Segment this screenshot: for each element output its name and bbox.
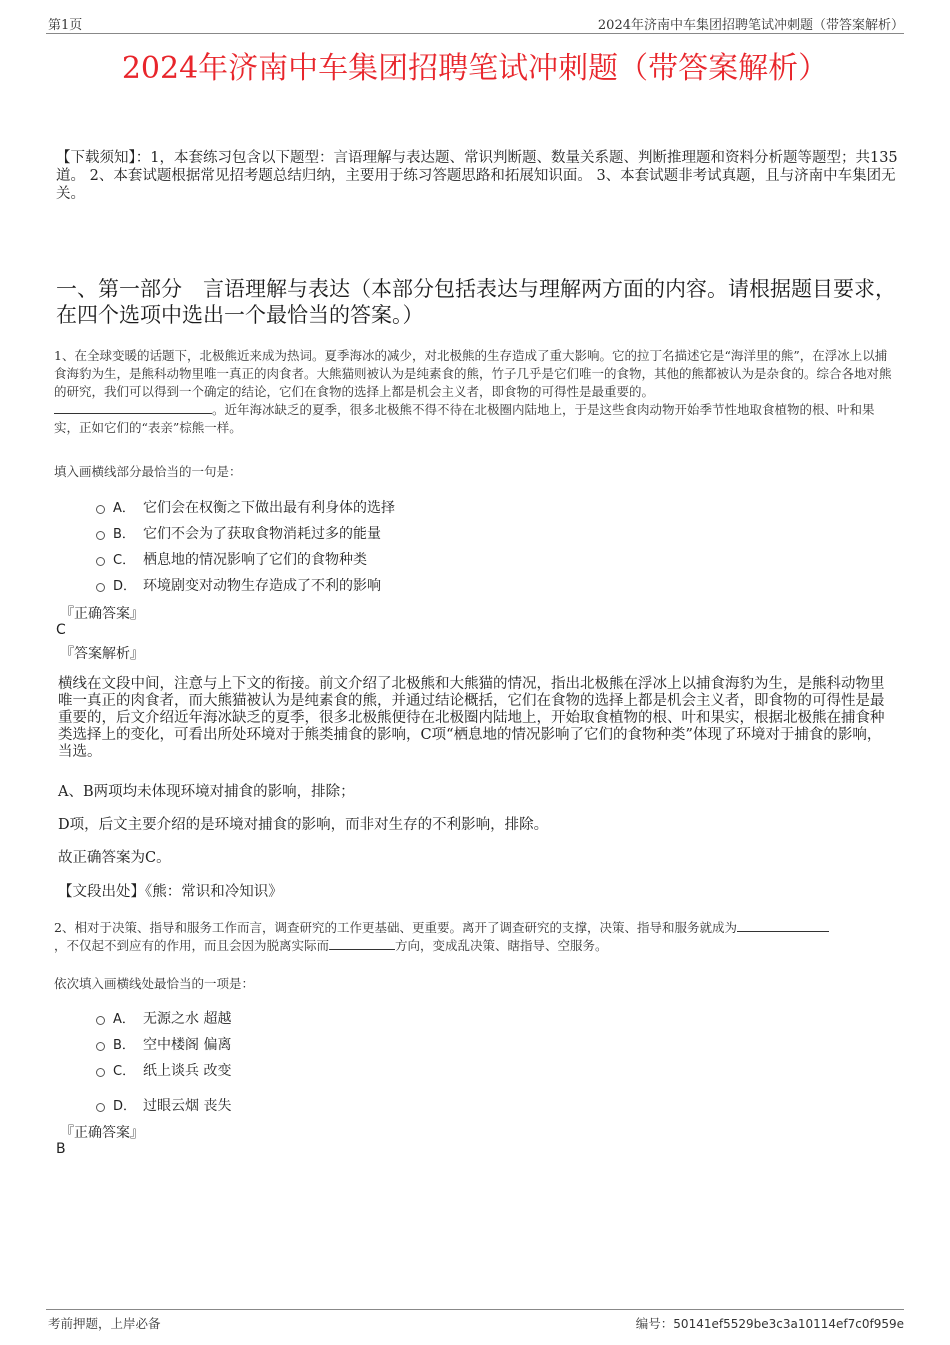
page-number: 第1页 <box>48 18 83 33</box>
footer-slogan: 考前押题，上岸必备 <box>48 1316 161 1331</box>
question-2-option-a[interactable]: A． 无源之水 超越 <box>96 1008 231 1028</box>
question-2-text: 2、相对于决策、指导和服务工作而言，调查研究的工作更基础、更重要。离开了调查研究的支撑，决策、指导和服务就成为 ，不仅起不到应有的作用，而且会因为脱离实际而 方向，变成乱决策、瞎指导、空服务。 <box>54 919 896 955</box>
header-doc-title: 2024年济南中车集团招聘笔试冲刺题（带答案解析） <box>597 18 904 33</box>
question-1-source: 【文段出处】《熊：常识和冷知识》 <box>58 884 283 900</box>
question-1-answer: C <box>56 622 66 638</box>
radio-icon[interactable] <box>96 1042 105 1051</box>
page-title: 2024年济南中车集团招聘笔试冲刺题（带答案解析） <box>121 51 829 86</box>
question-1-prompt: 填入画横线部分最恰当的一句是： <box>54 464 242 479</box>
question-2-option-c[interactable]: C． 纸上谈兵 改变 <box>96 1060 231 1080</box>
question-2-option-d[interactable]: D． 过眼云烟 丧失 <box>96 1095 231 1115</box>
question-1-analysis-paragraph: A、B两项均未体现环境对捕食的影响，排除； <box>58 784 355 800</box>
question-1-option-c[interactable]: C． 栖息地的情况影响了它们的食物种类 <box>96 549 367 569</box>
footer-code <box>636 1314 904 1332</box>
question-1-text-after: 。近年海冰缺乏的夏季，很多北极熊不得不待在北极圈内陆地上，于是这些食肉动物开始季节性地取食植物的根、叶和果实，正如它们的“表亲”棕熊一样。 <box>54 402 875 435</box>
question-1-option-a[interactable]: A． 它们会在权衡之下做出最有利身体的选择 <box>96 497 395 517</box>
question-1-option-b[interactable]: B． 它们不会为了获取食物消耗过多的能量 <box>96 523 381 543</box>
section-title: 一、第一部分 言语理解与表达（本部分包括表达与理解两方面的内容。请根据题目要求，在四个选项中选出一个最恰当的答案。） <box>56 277 896 327</box>
question-2-option-b[interactable]: B． 空中楼阁 偏离 <box>96 1034 231 1054</box>
footer-divider <box>46 1309 904 1310</box>
radio-icon[interactable] <box>96 1068 105 1077</box>
radio-icon[interactable] <box>96 531 105 540</box>
footer-code-label: 编号： <box>635 1316 674 1331</box>
download-notice: 【下载须知】：1，本套练习包含以下题型：言语理解与表达题、常识判断题、数量关系题、判断推理题和资料分析题等题型；共135道。 2、本套试题根据常见招考题总结归纳，主要用于练习答题思路和拓展知识面。 3、本套试题非考试真题，且与济南中车集团无关。 <box>56 150 898 202</box>
question-1-blank <box>54 401 212 414</box>
radio-icon[interactable] <box>96 1016 105 1025</box>
header-divider <box>46 33 904 34</box>
radio-icon[interactable] <box>96 1103 105 1112</box>
question-1-analysis-paragraph: 故正确答案为C。 <box>58 850 171 866</box>
question-1-analysis-paragraph: 横线在文段中间，注意与上下文的衔接。前文介绍了北极熊和大熊猫的情况，指出北极熊在浮冰上以捕食海豹为生，是熊科动物里唯一真正的肉食者，而大熊猫被认为是纯素食的熊，并通过结论概括，它们在食物的选择上都是机会主义者，即食物的可得性是最重要的，后文介绍近年海冰缺乏的夏季，很多北极熊便待在北极圈内陆地上，开始取食植物的根、叶和果实，根据北极熊在捕食种类选择上的变化，可看出所处环境对于熊类捕食的影响，C项“栖息地的情况影响了它们的食物种类”体现了环境对于捕食的影响，当选。 <box>58 676 885 760</box>
radio-icon[interactable] <box>96 557 105 566</box>
radio-icon[interactable] <box>96 505 105 514</box>
question-1-text-before: 1、在全球变暖的话题下，北极熊近来成为热词。夏季海冰的减少，对北极熊的生存造成了重大影响。它的拉丁名描述它是“海洋里的熊”，在浮冰上以捕食海豹为生，是熊科动物里唯一真正的肉食者。大熊猫则被认为是纯素食的熊，竹子几乎是它们唯一的食物，其他的熊都被认为是杂食的。综合各地对熊的研究，我们可以得到一个确定的结论，它们在食物的选择上都是机会主义者，即食物的可得性是最重要的。 <box>54 348 892 399</box>
question-2-answer-label: 『正确答案』 <box>60 1125 144 1141</box>
question-2-prompt: 依次填入画横线处最恰当的一项是： <box>54 976 255 991</box>
question-1-text <box>54 347 896 437</box>
radio-icon[interactable] <box>96 583 105 592</box>
question-1-option-d[interactable]: D． 环境剧变对动物生存造成了不利的影响 <box>96 575 381 595</box>
question-2-blank-2 <box>329 937 395 950</box>
question-2-answer: B <box>56 1141 66 1157</box>
question-2-blank-1 <box>737 919 829 932</box>
footer-code-value: 50141ef5529be3c3a10114ef7c0f959e <box>673 1317 904 1331</box>
question-1-analysis-label: 『答案解析』 <box>60 646 144 662</box>
question-1-answer-label: 『正确答案』 <box>60 606 144 622</box>
question-1-analysis-paragraph: D项，后文主要介绍的是环境对捕食的影响，而非对生存的不利影响，排除。 <box>58 817 549 833</box>
